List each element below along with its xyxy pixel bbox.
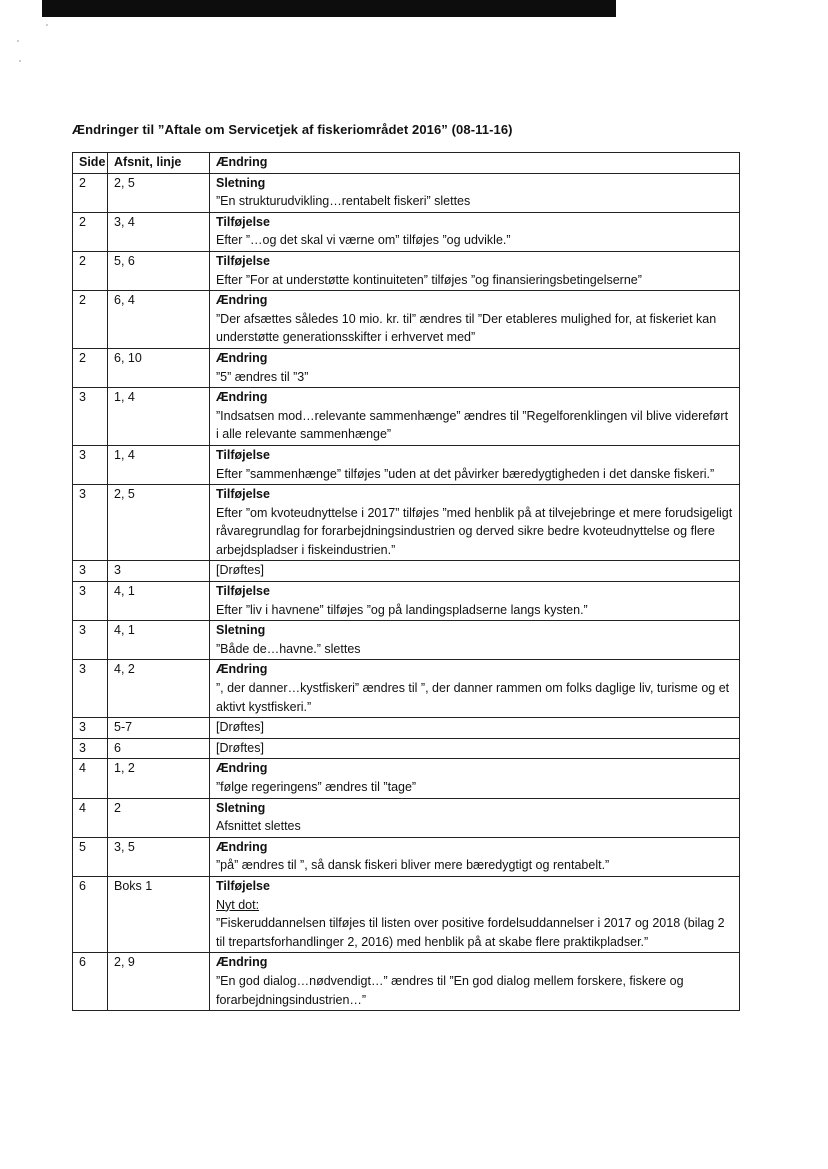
change-text: Efter ”om kvoteudnyttelse i 2017” tilføjes ”med henblik på at tilvejebringe et mere forudsigeligt råvaregrundlag for forarbejdningsindustrien og derved sikre bedre kvoteudnyttelse og flere arbejdspladser i fiskeindustrien.” (216, 505, 733, 557)
cell-side: 6 (73, 953, 108, 1011)
table-header-row (73, 153, 740, 174)
change-text: ”, der danner…kystfiskeri” ændres til ”, der danner rammen om folks daglige liv, turisme og et aktivt kystfiskeri.” (216, 681, 730, 714)
change-text: Efter ”liv i havnene” tilføjes ”og på landingspladserne langs kysten.” (216, 602, 588, 617)
cell-side: 3 (73, 388, 108, 446)
change-type: Ændring (216, 761, 268, 776)
cell-section: 4, 1 (108, 582, 210, 621)
cell-change (210, 660, 740, 718)
table-row (73, 582, 740, 621)
change-text: ”Der afsættes således 10 mio. kr. til” ændres til ”Der etableres mulighed for, at fiskeriet kan understøtte generationsskifter i erhvervet med” (216, 311, 717, 345)
document-title: Ændringer til ”Aftale om Servicetjek af fiskeriområdet 2016” (08-11-16) (72, 122, 513, 137)
table-row (73, 738, 740, 759)
table-row (73, 485, 740, 561)
cell-side: 6 (73, 876, 108, 952)
cell-change (210, 738, 740, 759)
change-text: ”En strukturudvikling…rentabelt fiskeri” slettes (216, 194, 471, 209)
column-header-side: Side (73, 153, 108, 174)
cell-side: 4 (73, 759, 108, 798)
change-type: Ændring (216, 839, 268, 854)
table-row (73, 212, 740, 251)
cell-change (210, 291, 740, 349)
change-text: Efter ”For at understøtte kontinuiteten” tilføjes ”og finansieringsbetingelserne” (216, 272, 642, 287)
cell-section: 6 (108, 738, 210, 759)
column-header-section: Afsnit, linje (108, 153, 210, 174)
cell-section: 6, 10 (108, 348, 210, 387)
cell-change (210, 837, 740, 876)
cell-section: 5-7 (108, 718, 210, 739)
change-type: Tilføjelse (216, 253, 270, 268)
cell-section: 4, 1 (108, 621, 210, 660)
cell-change (210, 445, 740, 484)
change-text: Afsnittet slettes (216, 819, 301, 834)
table-row (73, 388, 740, 446)
cell-side: 2 (73, 348, 108, 387)
table-row (73, 759, 740, 798)
cell-section: 1, 4 (108, 388, 210, 446)
change-text: [Drøftes] (216, 740, 264, 755)
scan-speck (19, 60, 21, 62)
change-subheading: Nyt dot: (216, 897, 260, 912)
change-text: [Drøftes] (216, 720, 264, 735)
cell-change (210, 561, 740, 582)
cell-side: 3 (73, 660, 108, 718)
change-text: ”følge regeringens” ændres til ”tage” (216, 780, 417, 794)
cell-side: 2 (73, 291, 108, 349)
cell-side: 3 (73, 621, 108, 660)
change-type: Ændring (216, 955, 268, 970)
cell-section: 2, 9 (108, 953, 210, 1011)
cell-section: 5, 6 (108, 251, 210, 290)
scan-speck (46, 24, 48, 26)
cell-section: 2, 5 (108, 173, 210, 212)
cell-side: 3 (73, 718, 108, 739)
cell-section: 2 (108, 798, 210, 837)
cell-change (210, 718, 740, 739)
change-text: Efter ”…og det skal vi værne om” tilføjes ”og udvikle.” (216, 233, 511, 248)
change-type: Ændring (216, 350, 268, 365)
table-row (73, 621, 740, 660)
cell-side: 3 (73, 582, 108, 621)
cell-section: Boks 1 (108, 876, 210, 952)
cell-section: 3, 5 (108, 837, 210, 876)
change-type: Ændring (216, 390, 268, 405)
cell-section: 4, 2 (108, 660, 210, 718)
cell-side: 3 (73, 445, 108, 484)
cell-change (210, 798, 740, 837)
cell-change (210, 348, 740, 387)
cell-side: 5 (73, 837, 108, 876)
change-type: Sletning (216, 623, 266, 638)
cell-change (210, 251, 740, 290)
change-type: Tilføjelse (216, 487, 270, 502)
change-type: Sletning (216, 175, 266, 190)
table-row (73, 876, 740, 952)
cell-section: 1, 4 (108, 445, 210, 484)
cell-change (210, 582, 740, 621)
cell-change (210, 485, 740, 561)
cell-side: 4 (73, 798, 108, 837)
cell-change (210, 212, 740, 251)
change-text: Efter ”sammenhænge” tilføjes ”uden at det påvirker bæredygtigheden i det danske fiskeri.” (216, 466, 715, 481)
cell-side: 3 (73, 485, 108, 561)
cell-change (210, 759, 740, 798)
change-type: Tilføjelse (216, 214, 270, 229)
change-type: Ændring (216, 662, 268, 677)
table-row (73, 718, 740, 739)
table-row (73, 837, 740, 876)
cell-change (210, 173, 740, 212)
table-row (73, 291, 740, 349)
table-row (73, 561, 740, 582)
change-text: [Drøftes] (216, 563, 264, 578)
column-header-change: Ændring (210, 153, 740, 174)
table-row (73, 251, 740, 290)
change-type: Ændring (216, 293, 268, 308)
cell-section: 6, 4 (108, 291, 210, 349)
change-text: ”Indsatsen mod…relevante sammenhænge” ændres til ”Regelforenklingen vil blive videreført i alle relevante sammenhænge” (216, 408, 729, 442)
cell-change (210, 621, 740, 660)
table-row (73, 173, 740, 212)
cell-section: 3, 4 (108, 212, 210, 251)
cell-side: 2 (73, 173, 108, 212)
cell-change (210, 953, 740, 1011)
cell-change (210, 876, 740, 952)
table-row (73, 798, 740, 837)
cell-side: 2 (73, 212, 108, 251)
table-row (73, 445, 740, 484)
cell-side: 2 (73, 251, 108, 290)
table-row (73, 660, 740, 718)
table-row (73, 953, 740, 1011)
change-type: Tilføjelse (216, 584, 270, 599)
change-type: Tilføjelse (216, 878, 270, 893)
scan-speck (17, 40, 19, 42)
cell-section: 2, 5 (108, 485, 210, 561)
change-type: Tilføjelse (216, 447, 270, 462)
cell-side: 3 (73, 738, 108, 759)
cell-side: 3 (73, 561, 108, 582)
cell-section: 3 (108, 561, 210, 582)
redaction-bar (42, 0, 616, 17)
change-text: ”Både de…havne.” slettes (216, 641, 361, 656)
change-text: ”på” ændres til ”, så dansk fiskeri bliver mere bæredygtigt og rentabelt.” (216, 858, 610, 873)
change-text: ”Fiskeruddannelsen tilføjes til listen over positive fordelsuddannelser i 2017 og 2018 (bilag 2 til trepartsforhandlinger 2, 2016) med henblik på at skabe flere praktikpladser.” (216, 916, 725, 949)
change-type: Sletning (216, 800, 266, 815)
cell-section: 1, 2 (108, 759, 210, 798)
cell-change (210, 388, 740, 446)
table-row (73, 348, 740, 387)
change-text: ”5” ændres til ”3” (216, 369, 309, 384)
change-text: ”En god dialog…nødvendigt…” ændres til ”En god dialog mellem forskere, fiskere og forarbejdningsindustrien…” (216, 973, 684, 1007)
changes-table (72, 152, 740, 1011)
